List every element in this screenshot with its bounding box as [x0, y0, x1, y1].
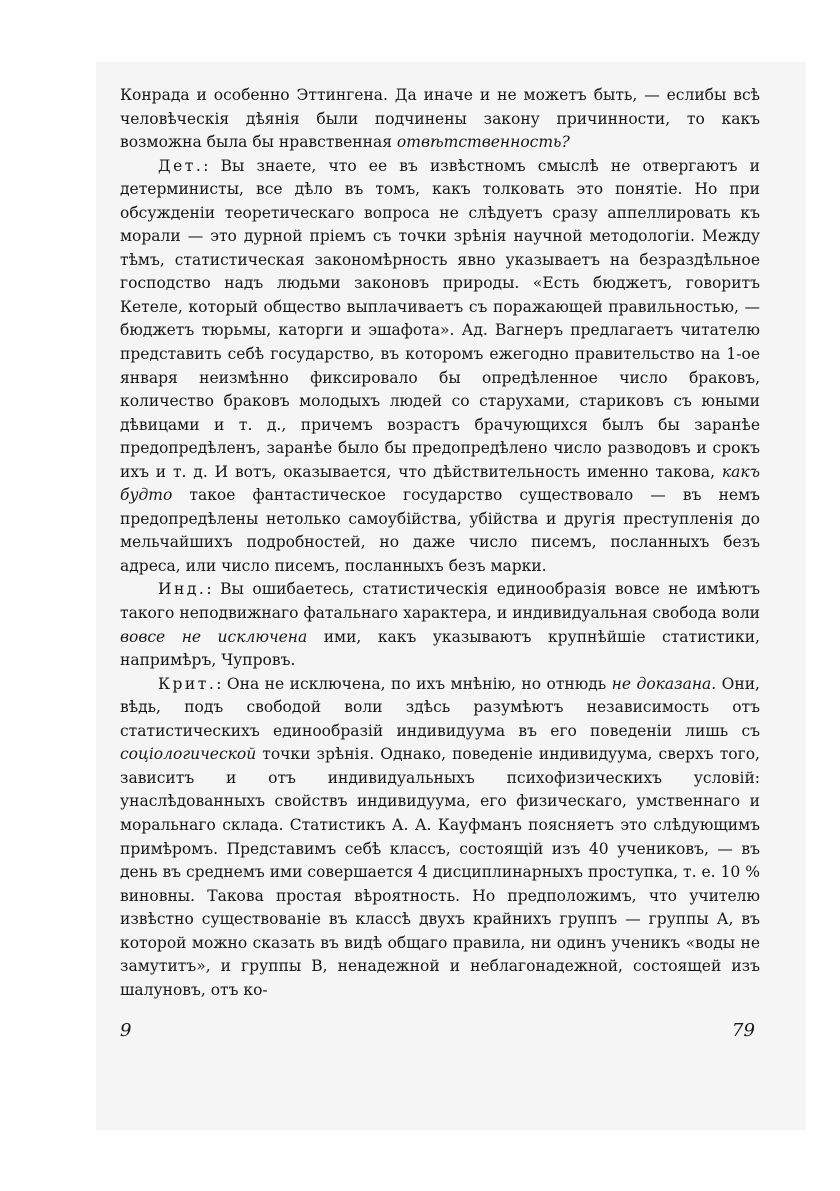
italic-run: не доказана. — [611, 674, 717, 693]
text-run: Они, вѣдь, подъ свободой воли здѣсь разумѣютъ независимость отъ статистическихъ единообразій индивидуума въ его поведеніи лишь съ — [120, 674, 760, 740]
signature-mark: 9 — [120, 1020, 132, 1041]
speaker-label: Инд. — [158, 580, 207, 599]
italic-run: вовсе не исключена — [120, 627, 308, 646]
text-run: точки зрѣнія. Однако, поведеніе индивидуума, сверхъ того, зависитъ и отъ индивидуальныхъ психофизическихъ условій: унаслѣдованныхъ свойствъ индивидуума, его физическаго, умственнаго и моральнаго склада. Статистикъ А. А. Кауфманъ поясняетъ это слѣдующимъ примѣромъ. Представимъ себѣ классъ, состоящій изъ 40 учениковъ, — въ день въ среднемъ ими совершается 4 дисциплинарныхъ проступка, т. е. 10 % виновны. Такова простая вѣроятность. Но предположимъ, что учителю извѣстно существованіе въ классѣ двухъ крайнихъ группъ — группы А, въ которой можно сказать въ видѣ общаго правила, ни одинъ ученикъ «воды не замутитъ», и группы В, ненадежной и неблагонадежной, состоящей изъ шалуновъ, отъ ко- — [120, 745, 760, 999]
text-run: Конрада и особенно Эттингена. Да иначе и не можетъ быть, — еслибы всѣ человѣческія дѣянія были подчинены закону причинности, то какъ возможна была бы нравственная — [120, 86, 760, 152]
italic-run: какъ будто — [120, 462, 760, 505]
text-block — [120, 84, 760, 1002]
paragraph-4 — [120, 673, 760, 1003]
speaker-label: Крит. — [158, 674, 217, 693]
page-number: 79 — [732, 1020, 755, 1041]
italic-run: соціологической — [120, 745, 257, 764]
italic-run: отвѣтственность? — [396, 133, 570, 152]
text-run: ими, какъ указываютъ крупнѣйшіе статистики, напримѣръ, Чупровъ. — [120, 627, 760, 670]
text-run: : Она не исключена, по ихъ мнѣнію, но отнюдь — [216, 674, 612, 693]
paragraph-1 — [120, 84, 760, 155]
text-run: : Вы знаете, что ее въ извѣстномъ смыслѣ не отвергаютъ и детерминисты, все дѣло въ томъ, какъ толковать это понятіе. Но при обсужденіи теоретическаго вопроса не слѣдуетъ сразу аппеллировать къ морали — это дурной пріемъ съ точки зрѣнія научной методологіи. Между тѣмъ, статистическая закономѣрность явно указываетъ на безраздѣльное господство надъ людьми законовъ природы. «Есть бюджетъ, говоритъ Кетеле, который общество выплачиваетъ съ поражающей правильностью, — бюджетъ тюрьмы, каторги и эшафота». Ад. Вагнеръ предлагаетъ читателю представить себѣ государство, въ которомъ ежегодно правительство на 1-ое января неизмѣнно фиксировало бы опредѣленное число браковъ, количество браковъ молодыхъ людей со старухами, стариковъ съ юными дѣвицами и т. д., причемъ возрастъ брачующихся былъ бы заранѣе предопредѣленъ, заранѣе было бы предопредѣлено число разводовъ и срокъ ихъ и т. д. И вотъ, оказывается, что дѣйствительность именно такова, — [120, 156, 760, 481]
text-run: : Вы ошибаетесь, статистическія единообразія вовсе не имѣютъ такого неподвижнаго фатальнаго характера, и индивидуальная свобода воли — [120, 580, 760, 623]
paragraph-3 — [120, 578, 760, 672]
text-run: такое фантастическое государство существовало — въ немъ предопредѣлены нетолько самоубійства, убійства и другія преступленія до мельчайшихъ подробностей, но даже число писемъ, посланныхъ безъ адреса, или число писемъ, посланныхъ безъ марки. — [120, 486, 760, 575]
paragraph-2 — [120, 155, 760, 579]
speaker-label: Дет. — [158, 156, 204, 175]
